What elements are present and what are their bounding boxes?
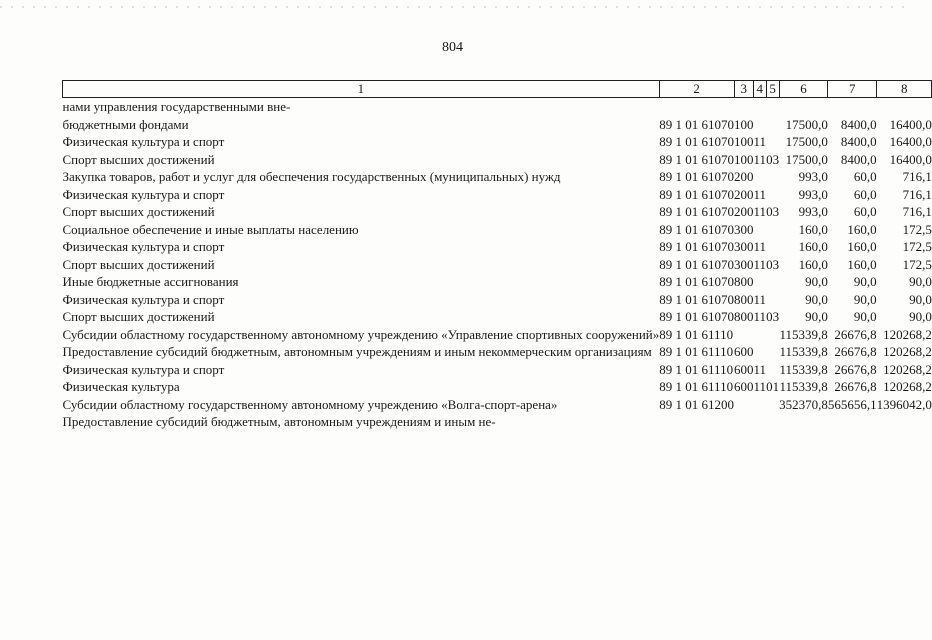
row-value-7: 26676,8 (834, 344, 877, 359)
row-value-8: 172,5 (902, 256, 932, 272)
table-row (63, 343, 932, 361)
row-value-7: 8400,0 (840, 134, 877, 149)
row-code: 89 1 01 61110 (659, 361, 734, 377)
row-col-4: 11 (753, 134, 767, 149)
row-col-5 (766, 326, 779, 344)
row-col-4 (754, 413, 767, 431)
row-col-3: 800 (734, 309, 754, 324)
table-body (63, 98, 932, 431)
header-col-2: 2 (659, 81, 734, 98)
header-col-8: 8 (877, 81, 932, 98)
row-name: Физическая культура и спорт (62, 186, 225, 202)
row-col-5 (766, 221, 779, 239)
header-row (63, 81, 932, 98)
table-row (63, 291, 932, 309)
row-col-5: 03 (766, 309, 780, 324)
row-value-8: 16400,0 (889, 134, 932, 149)
row-value-7: 60,0 (853, 186, 877, 202)
row-col-3: 200 (734, 186, 754, 202)
row-value-7: 60,0 (853, 169, 877, 184)
row-code: 89 1 01 61110 (659, 379, 734, 394)
row-value-8: 1396042,0 (876, 396, 932, 412)
row-col-4: 11 (753, 204, 767, 219)
row-value-6: 115339,8 (779, 326, 828, 342)
row-col-3 (734, 396, 754, 414)
row-value-8: 120268,2 (883, 379, 932, 394)
row-value-8: 90,0 (909, 309, 932, 324)
row-col-5: 01 (766, 379, 780, 394)
row-value-6: 17500,0 (785, 116, 828, 132)
row-col-3: 300 (734, 239, 754, 254)
row-col-5: 03 (766, 256, 780, 272)
row-name: Социальное обеспечение и иные выплаты населению (62, 221, 359, 237)
row-col-4 (754, 396, 767, 414)
row-value-8: 716,1 (902, 186, 932, 202)
row-col-5 (766, 186, 779, 204)
page-number: 804 (442, 40, 463, 55)
row-value-6: 993,0 (798, 169, 828, 184)
row-value-6: 90,0 (805, 291, 828, 307)
row-value-8: 16400,0 (889, 116, 932, 132)
table-row (63, 98, 932, 116)
row-value-6: 17500,0 (785, 134, 828, 149)
row-name: Физическая культура и спорт (62, 291, 225, 307)
row-name: Физическая культура и спорт (62, 361, 225, 377)
row-col-5 (766, 343, 779, 361)
row-code: 89 1 01 61070 (659, 221, 735, 237)
row-col-3: 100 (734, 116, 754, 132)
row-name: Спорт высших достижений (62, 151, 215, 167)
row-col-3: 200 (734, 204, 754, 219)
row-value-8 (877, 413, 932, 431)
row-value-7: 90,0 (853, 274, 877, 289)
row-col-4: 11 (753, 379, 767, 394)
row-name: Закупка товаров, работ и услуг для обеспечения государственных (муниципальных) нужд (62, 169, 561, 184)
row-value-7: 160,0 (847, 221, 877, 237)
row-value-6: 17500,0 (785, 151, 828, 167)
row-value-7: 8400,0 (840, 116, 877, 132)
table-row (63, 413, 932, 431)
row-col-4 (754, 116, 767, 134)
row-name: Физическая культура (62, 379, 180, 394)
row-name: Субсидии областному государственному автономному учреждению «Волга-спорт-арена» (62, 396, 558, 412)
row-code: 89 1 01 61070 (659, 116, 735, 132)
row-col-5: 03 (766, 151, 780, 167)
row-code: 89 1 01 61070 (659, 239, 735, 254)
row-col-4 (754, 273, 767, 291)
header-col-1: 1 (63, 81, 660, 98)
table-row (63, 308, 932, 326)
row-col-5 (766, 133, 779, 151)
row-value-6: 160,0 (798, 256, 828, 272)
row-value-6: 352370,8 (779, 396, 828, 412)
row-col-3: 800 (734, 274, 754, 289)
row-col-4 (754, 326, 767, 344)
row-code: 89 1 01 61070 (659, 309, 735, 324)
row-value-6: 90,0 (805, 274, 828, 289)
row-value-7: 26676,8 (834, 379, 877, 394)
row-value-8: 716,1 (902, 169, 932, 184)
table-row (63, 133, 932, 151)
row-value-6: 160,0 (798, 221, 828, 237)
row-value-8: 120268,2 (883, 326, 932, 342)
row-col-5 (766, 98, 779, 116)
table-row (63, 203, 932, 221)
row-col-3: 300 (734, 221, 754, 237)
table-row (63, 396, 932, 414)
row-value-8: 120268,2 (883, 344, 932, 359)
row-col-3: 600 (734, 344, 754, 359)
row-value-7: 90,0 (853, 309, 877, 324)
table-row (63, 256, 932, 274)
row-value-7: 90,0 (853, 291, 877, 307)
table-row (63, 378, 932, 396)
table-row (63, 221, 932, 239)
row-value-8: 90,0 (909, 274, 932, 289)
row-col-3: 800 (734, 291, 754, 307)
row-name: Спорт высших достижений (62, 204, 215, 219)
row-col-3: 300 (734, 256, 754, 272)
row-code: 89 1 01 61200 (659, 396, 735, 412)
row-name: Предоставление субсидий бюджетным, автономным учреждениям и иным не- (62, 414, 496, 429)
row-col-4: 11 (753, 186, 767, 202)
row-name: Спорт высших достижений (62, 256, 215, 272)
row-code: 89 1 01 61070 (659, 204, 735, 219)
row-code (659, 413, 734, 431)
row-code (659, 98, 734, 116)
row-col-5 (766, 291, 779, 309)
row-col-3 (734, 413, 754, 431)
row-value-6: 115339,8 (779, 344, 828, 359)
table-row (63, 186, 932, 204)
row-value-7: 60,0 (853, 204, 877, 219)
row-col-5: 03 (766, 204, 780, 219)
row-value-8: 90,0 (909, 291, 932, 307)
row-col-5 (766, 238, 779, 256)
row-code: 89 1 01 61070 (659, 134, 735, 149)
row-col-4 (754, 168, 767, 186)
row-code: 89 1 01 61070 (659, 256, 735, 272)
row-col-3 (734, 98, 754, 116)
table-row (63, 273, 932, 291)
row-code: 89 1 01 61070 (659, 151, 735, 167)
row-value-6 (779, 98, 828, 116)
row-col-5 (766, 116, 779, 134)
row-value-7 (828, 98, 877, 116)
row-value-7: 26676,8 (834, 361, 877, 377)
row-col-3: 100 (734, 134, 754, 149)
row-col-4 (754, 221, 767, 239)
scan-noise (0, 6, 905, 8)
row-value-6: 993,0 (798, 204, 828, 219)
budget-table (62, 80, 932, 431)
row-col-5 (766, 413, 779, 431)
row-value-8: 172,5 (902, 239, 932, 254)
row-code: 89 1 01 61110 (659, 344, 734, 359)
row-value-8: 120268,2 (883, 361, 932, 377)
row-name: Физическая культура и спорт (62, 134, 225, 149)
table-row (63, 116, 932, 134)
row-col-5 (766, 273, 779, 291)
row-value-7: 8400,0 (840, 151, 877, 167)
table-row (63, 326, 932, 344)
row-value-6: 993,0 (798, 186, 828, 202)
row-value-8 (877, 98, 932, 116)
row-col-5 (766, 396, 779, 414)
row-name: Физическая культура и спорт (62, 239, 225, 254)
row-col-4: 11 (753, 361, 767, 377)
row-value-7: 160,0 (847, 239, 877, 254)
row-value-6: 115339,8 (779, 361, 828, 377)
row-name: Иные бюджетные ассигнования (62, 274, 239, 289)
row-value-8: 16400,0 (889, 151, 932, 167)
row-value-7: 160,0 (847, 256, 877, 272)
row-code: 89 1 01 61070 (659, 169, 735, 184)
row-col-4 (754, 98, 767, 116)
header-col-7: 7 (828, 81, 877, 98)
row-col-4: 11 (753, 239, 767, 254)
row-value-7: 565656,1 (827, 396, 877, 412)
row-value-7: 26676,8 (834, 326, 877, 342)
table-header (63, 81, 932, 98)
row-col-4: 11 (753, 309, 767, 324)
header-col-6: 6 (779, 81, 828, 98)
row-col-4: 11 (753, 151, 767, 167)
row-col-4: 11 (753, 291, 767, 307)
row-code: 89 1 01 61070 (659, 186, 735, 202)
row-col-3: 100 (734, 151, 754, 167)
row-value-8: 716,1 (902, 204, 932, 219)
row-value-8: 172,5 (902, 221, 932, 237)
row-name: нами управления государственными вне- (62, 99, 291, 114)
row-code: 89 1 01 61110 (659, 326, 734, 342)
row-col-3 (734, 326, 754, 344)
row-name: Спорт высших достижений (62, 309, 215, 324)
row-col-3: 600 (734, 361, 754, 377)
table-row (63, 168, 932, 186)
row-code: 89 1 01 61070 (659, 274, 735, 289)
table-row (63, 151, 932, 169)
row-value-7 (828, 413, 877, 431)
row-col-5 (766, 361, 779, 379)
header-col-3: 3 (734, 81, 754, 98)
row-col-4 (754, 343, 767, 361)
row-col-5 (766, 168, 779, 186)
row-name: Субсидии областному государственному автономному учреждению «Управление спортивных сооружений» (62, 326, 660, 342)
row-value-6 (779, 413, 828, 431)
table-row (63, 238, 932, 256)
row-value-6: 90,0 (805, 309, 828, 324)
row-col-3: 200 (734, 169, 754, 184)
row-name: Предоставление субсидий бюджетным, автономным учреждениям и иным некоммерческим организациям (62, 344, 652, 359)
table-row (63, 361, 932, 379)
row-value-6: 160,0 (798, 239, 828, 254)
row-col-3: 600 (734, 379, 754, 394)
row-col-4: 11 (753, 256, 767, 272)
header-col-5: 5 (766, 81, 779, 98)
row-name: бюджетными фондами (62, 116, 189, 132)
row-code: 89 1 01 61070 (659, 291, 735, 307)
header-col-4: 4 (754, 81, 767, 98)
row-value-6: 115339,8 (779, 379, 828, 394)
